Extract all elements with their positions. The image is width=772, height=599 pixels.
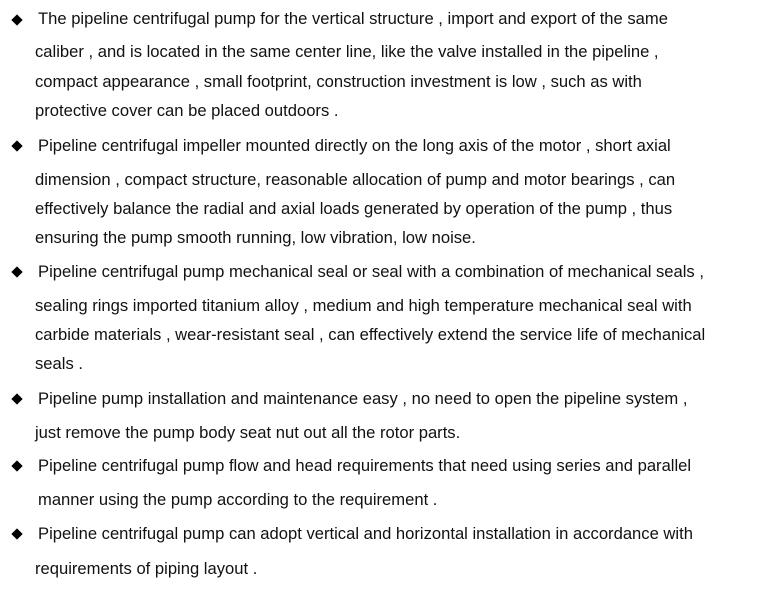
bullet-diamond-icon <box>11 528 22 539</box>
feature-6-line-1: Pipeline centrifugal pump can adopt vertical and horizontal installation in accordance with <box>38 524 693 543</box>
bullet-diamond-icon <box>11 393 22 404</box>
feature-2-line-2: dimension , compact structure, reasonable allocation of pump and motor bearings , can <box>35 170 676 189</box>
feature-1-line-4: protective cover can be placed outdoors . <box>35 101 339 120</box>
feature-1-line-2: caliber , and is located in the same center line, like the valve installed in the pipeline , <box>35 42 659 61</box>
feature-4-line-1: Pipeline pump installation and maintenance easy , no need to open the pipeline system , <box>38 389 688 408</box>
feature-3-line-3: carbide materials , wear-resistant seal , can effectively extend the service life of mechanical <box>35 325 706 344</box>
feature-3-line-4: seals . <box>35 354 83 373</box>
feature-5-line-2: manner using the pump according to the requirement . <box>38 490 438 509</box>
feature-3-line-1: Pipeline centrifugal pump mechanical seal or seal with a combination of mechanical seals , <box>38 262 704 281</box>
feature-5-line-1: Pipeline centrifugal pump flow and head requirements that need using series and parallel <box>38 456 692 475</box>
bullet-diamond-icon <box>11 14 22 25</box>
feature-1-line-3: compact appearance , small footprint, construction investment is low , such as with <box>35 72 642 91</box>
bullet-diamond-icon <box>11 266 22 277</box>
bullet-diamond-icon <box>11 460 22 471</box>
feature-2-line-1: Pipeline centrifugal impeller mounted directly on the long axis of the motor , short axial <box>38 136 671 155</box>
feature-6-line-2: requirements of piping layout . <box>35 559 258 578</box>
bullet-diamond-icon <box>11 140 22 151</box>
feature-1-line-1: The pipeline centrifugal pump for the vertical structure , import and export of the same <box>38 9 668 28</box>
feature-3-line-2: sealing rings imported titanium alloy , medium and high temperature mechanical seal with <box>35 296 692 315</box>
feature-2-line-4: ensuring the pump smooth running, low vibration, low noise. <box>35 228 476 247</box>
feature-4-line-2: just remove the pump body seat nut out all the rotor parts. <box>35 423 461 442</box>
feature-2-line-3: effectively balance the radial and axial loads generated by operation of the pump , thus <box>35 199 673 218</box>
